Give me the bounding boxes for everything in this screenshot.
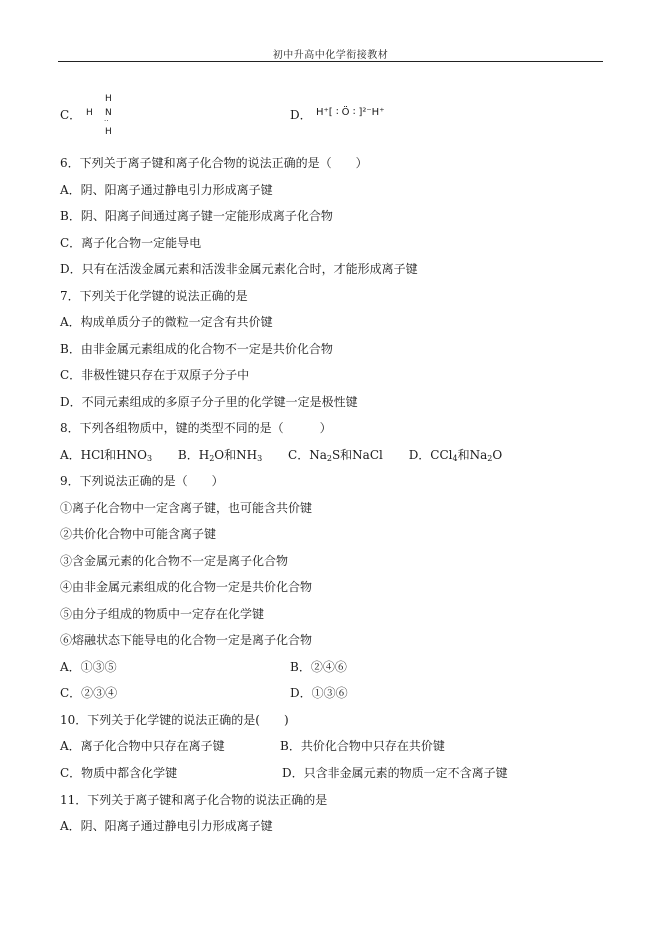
q11-stem: 11．下列关于离子键和离子化合物的说法正确的是 <box>60 793 328 807</box>
q9-statement-3: ③含金属元素的化合物不一定是离子化合物 <box>60 554 289 568</box>
option-c-label: C． <box>60 108 82 122</box>
q9-stem: 9．下列说法正确的是（ ） <box>60 474 224 488</box>
q8-option-b: B．$H_2O$和$NH_3$ <box>177 448 263 463</box>
lewis-h-bottom: H <box>105 127 112 137</box>
q7-option-a: A．构成单质分子的微粒一定含有共价键 <box>60 315 273 329</box>
q8-option-a: A．HCl和$HNO_3$ <box>60 448 153 463</box>
q9-statement-4: ④由非金属元素组成的化合物一定是共价化合物 <box>60 580 313 594</box>
q6-option-a: A．阴、阳离子通过静电引力形成离子键 <box>60 183 273 197</box>
q10-stem: 10．下列关于化学键的说法正确的是( ) <box>60 713 289 727</box>
lewis-lone-pair: ·· <box>104 117 109 125</box>
q9-option-b: B．②④⑥ <box>290 660 347 674</box>
q6-option-b: B．阴、阳离子间通过离子键一定能形成离子化合物 <box>60 209 333 223</box>
q7-stem: 7．下列关于化学键的说法正确的是 <box>60 289 248 303</box>
q8-stem: 8．下列各组物质中，键的类型不同的是（ ） <box>60 421 332 435</box>
q10-option-b: B．共价化合物中只存在共价键 <box>280 739 445 753</box>
q10-option-a: A．离子化合物中只存在离子键 <box>60 739 225 753</box>
page-header: 初中升高中化学衔接教材 <box>272 50 389 61</box>
q6-option-d: D．只有在活泼金属元素和活泼非金属元素化合时，才能形成离子键 <box>60 262 418 276</box>
header-rule <box>58 61 603 62</box>
q8-option-c: C．$Na_2S$和NaCl <box>288 448 383 463</box>
q9-statement-2: ②共价化合物中可能含离子键 <box>60 527 217 541</box>
q9-option-c: C．②③④ <box>60 686 118 700</box>
q9-statement-6: ⑥熔融状态下能导电的化合物一定是离子化合物 <box>60 633 313 647</box>
q10-option-c: C．物质中都含化学键 <box>60 766 178 780</box>
q10-option-d: D．只含非金属元素的物质一定不含离子键 <box>282 766 508 780</box>
lewis-n: N <box>105 108 112 118</box>
q6-stem: 6．下列关于离子键和离子化合物的说法正确的是（ ） <box>60 156 368 170</box>
q9-option-d: D．①③⑥ <box>290 686 348 700</box>
option-d-label: D． <box>290 108 312 122</box>
q9-statement-5: ⑤由分子组成的物质中一定存在化学键 <box>60 607 265 621</box>
lewis-h-top: H <box>105 94 112 104</box>
q8-options <box>60 448 524 462</box>
q7-option-d: D．不同元素组成的多原子分子里的化学键一定是极性键 <box>60 395 358 409</box>
q9-option-a: A．①③⑤ <box>60 660 117 674</box>
lewis-h-left: H <box>86 108 93 118</box>
q8-option-d: D．CCl$_4$和$Na_2O$ <box>408 448 503 463</box>
lewis-h2o-ion: H⁺[ ∶ Ö ∶ ]²⁻H⁺ <box>316 107 385 118</box>
q7-option-b: B．由非金属元素组成的化合物不一定是共价化合物 <box>60 342 333 356</box>
q9-statement-1: ①离子化合物中一定含离子键，也可能含共价键 <box>60 501 313 515</box>
q7-option-c: C．非极性键只存在于双原子分子中 <box>60 368 250 382</box>
q6-option-c: C．离子化合物一定能导电 <box>60 236 202 250</box>
q11-option-a: A．阴、阳离子通过静电引力形成离子键 <box>60 819 273 833</box>
